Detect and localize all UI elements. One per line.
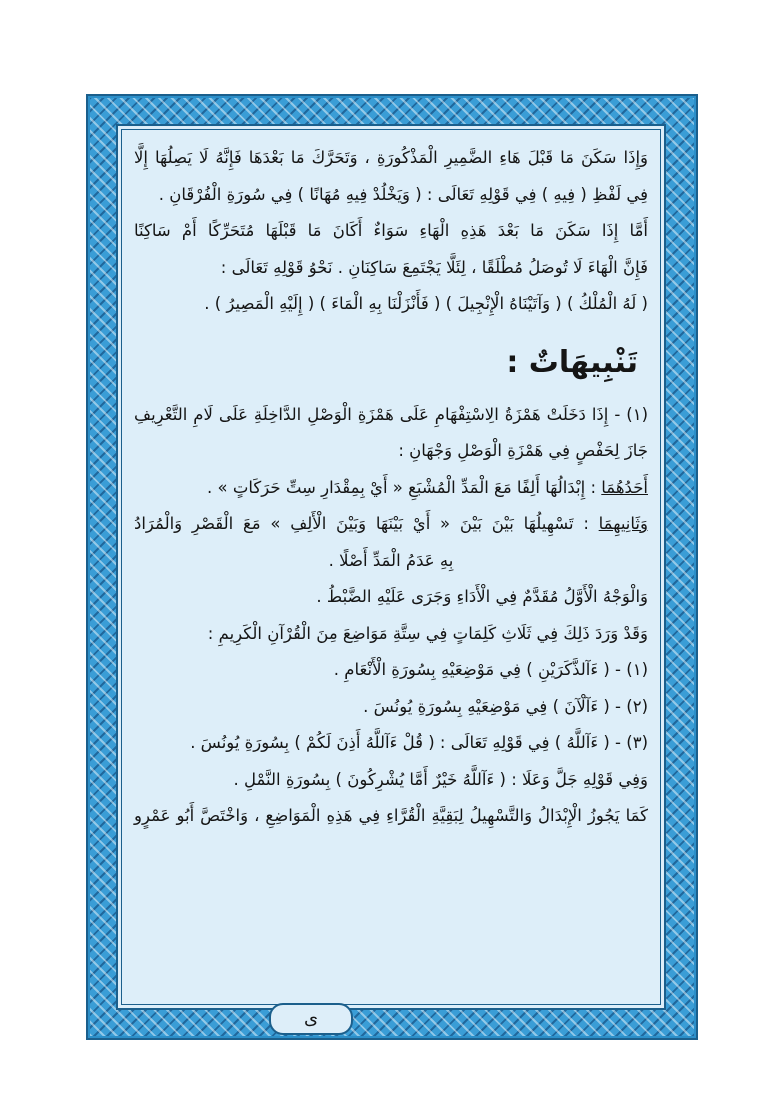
text-line: أَمَّا إِذَا سَكَنَ مَا بَعْدَ هَذِهِ الْهَاءِ سَوَاءٌ أَكَانَ مَا قَبْلَهَا مُتَحَرِّكًا أَمْ سَاكِنًا bbox=[134, 221, 648, 240]
text-line-first-way bbox=[134, 470, 648, 507]
text-line: بِهِ عَدَمُ الْمَدِّ أَصْلًا . bbox=[328, 550, 454, 570]
text-line: جَازَ لِحَفْصٍ فِي هَمْزَةِ الْوَصْلِ وَجْهَانِ : bbox=[398, 441, 648, 460]
ornamental-frame bbox=[86, 94, 698, 1040]
page-text bbox=[134, 140, 648, 835]
text-line: وَإِذَا سَكَنَ مَا قَبْلَ هَاءِ الضَّمِيرِ الْمَذْكُورَةِ ، وَتَحَرَّكَ مَا بَعْدَهَا فَإِنَّهُ لَا يَصِلُهَا إِلَّا bbox=[134, 148, 648, 167]
second-way-text: : تَسْهِيلُهَا بَيْنَ بَيْنَ « أَيْ بَيْنَهَا وَبَيْنَ الْأَلِفِ » مَعَ الْقَصْرِ وَالْمُرَادُ bbox=[134, 514, 599, 533]
text-line: وَقَدْ وَرَدَ ذَلِكَ فِي ثَلَاثِ كَلِمَاتٍ فِي سِتَّةِ مَوَاضِعَ مِنَ الْقُرْآنِ الْكَرِيمِ : bbox=[207, 623, 648, 643]
text-line: فِي لَفْظِ ( فِيهِ ) فِي قَوْلِهِ تَعَالَى : ( وَيَخْلُدْ فِيهِ مُهَانًا ) فِي سُورَةِ الْفُرْقَانِ . bbox=[158, 184, 648, 204]
text-panel bbox=[116, 124, 666, 1010]
text-line: (٢) - ( ءَآلْآنَ ) فِي مَوْضِعَيْهِ بِسُورَةِ يُونُسَ . bbox=[363, 696, 648, 716]
section-heading: تَنْبِيهَاتٌ : bbox=[506, 344, 638, 380]
text-line: ( لَهُ الْمُلْكُ ) ( وَآتَيْنَاهُ الْإِنْجِيلَ ) ( فَأَنْزَلْنَا بِهِ الْمَاءَ ) ( إِلَيْهِ الْمَصِيرُ ) . bbox=[204, 294, 648, 313]
text-line: (٣) - ( ءَآللَّهُ ) فِي قَوْلِهِ تَعَالَى : ( قُلْ ءَآللَّهُ أَذِنَ لَكُمْ ) بِسُورَةِ يُونُسَ . bbox=[190, 733, 648, 752]
text-line: فَإِنَّ الْهَاءَ لَا تُوصَلُ مُطْلَقًا ، لِئَلَّا يَجْتَمِعَ سَاكِنَانِ . نَحْوُ قَوْلِهِ تَعَالَى : bbox=[220, 257, 648, 277]
text-line-second-way bbox=[134, 506, 648, 543]
text-line: (١) - ( ءَآلذَّكَرَيْنِ ) فِي مَوْضِعَيْهِ بِسُورَةِ الْأَنْعَامِ . bbox=[333, 660, 648, 679]
text-line: كَمَا يَجُوزُ الْإِبْدَالُ وَالتَّسْهِيلُ لِبَقِيَّةِ الْقُرَّاءِ فِي هَذِهِ الْمَوَاضِعِ ، وَاخْتَصَّ أَبُو عَمْرٍو bbox=[134, 806, 648, 825]
second-way-label: وَثَانِيهِمَا bbox=[598, 514, 648, 533]
text-line: وَفِي قَوْلِهِ جَلَّ وَعَلَا : ( ءَآللَّهُ خَيْرٌ أَمَّا يُشْرِكُونَ ) بِسُورَةِ النَّمْلِ . bbox=[233, 769, 648, 789]
text-line: وَالْوَجْهُ الْأَوَّلُ مُقَدَّمٌ فِي الْأَدَاءِ وَجَرَى عَلَيْهِ الضَّبْطُ . bbox=[316, 587, 648, 606]
first-way-label: أَحَدُهُمَا bbox=[601, 477, 648, 497]
page-number: ى bbox=[269, 1003, 353, 1035]
first-way-text: : إِبْدَالُهَا أَلِفًا مَعَ الْمَدِّ الْمُشْبَعِ « أَيْ بِمِقْدَارِ سِتِّ حَرَكَاتٍ » . bbox=[207, 477, 602, 497]
text-line: (١) - إِذَا دَخَلَتْ هَمْزَةُ الِاسْتِفْهَامِ عَلَى هَمْزَةِ الْوَصْلِ الدَّاخِلَةِ عَلَى لَامِ التَّعْرِيفِ bbox=[134, 404, 648, 424]
